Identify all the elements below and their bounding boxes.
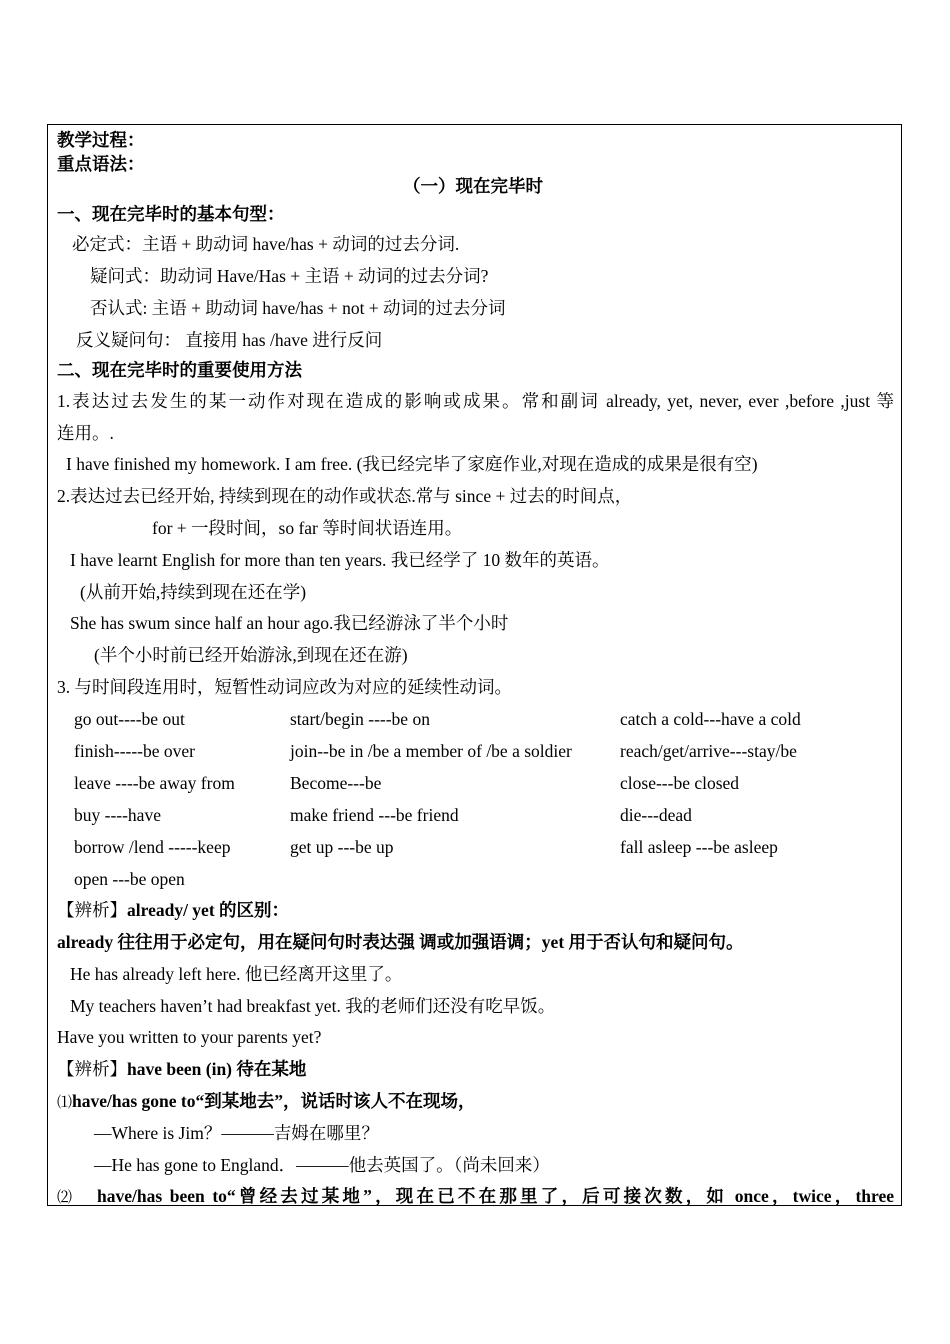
- analysis1-heading: [57, 899, 289, 921]
- section1-heading: 一、现在完毕时的基本句型：: [57, 204, 285, 224]
- verb-pair: go out----be out: [74, 709, 185, 729]
- item-number: ⑴: [57, 1095, 73, 1111]
- analysis1-title: already/ yet 的区别：: [127, 900, 290, 920]
- analysis2-title: have been (in) 待在某地: [127, 1059, 307, 1079]
- dialogue-line1: —Where is Jim？———吉姆在哪里？: [94, 1123, 379, 1143]
- tag-question-pattern: 反义疑问句： 直接用 has /have 进行反问: [76, 330, 383, 350]
- verb-pair: reach/get/arrive---stay/be: [620, 741, 797, 761]
- analysis-bracket: 【辨析】: [57, 900, 127, 920]
- usage2-example2: She has swum since half an hour ago.我已经游泳了半个小时: [70, 613, 509, 633]
- analysis1-example3: Have you written to your parents yet?: [57, 1027, 322, 1047]
- verb-pair: borrow /lend -----keep: [74, 837, 231, 857]
- verb-pair: open ---be open: [74, 869, 185, 889]
- verb-pair: close---be closed: [620, 773, 740, 793]
- usage1-line2: 连用。.: [57, 423, 114, 443]
- key-grammar-label: 重点语法：: [57, 154, 145, 174]
- lesson-content-box: [47, 124, 902, 1206]
- section2-heading: 二、现在完毕时的重要使用方法: [57, 360, 302, 380]
- verb-pair: catch a cold---have a cold: [620, 709, 801, 729]
- verb-pair: fall asleep ---be asleep: [620, 837, 778, 857]
- verb-pair: die---dead: [620, 805, 692, 825]
- usage1-example: I have finished my homework. I am free. (我已经完毕了家庭作业,对现在造成的成果是很有空): [66, 454, 758, 474]
- analysis1-rule: already 往往用于必定句，用在疑问句时表达强 调或加强语调；yet 用于否认句和疑问句。: [57, 932, 744, 952]
- section-title: （一）现在完毕时: [403, 176, 543, 196]
- verb-pair: make friend ---be friend: [290, 805, 459, 825]
- question-pattern: 疑问式：助动词 Have/Has + 主语 + 动词的过去分词?: [90, 266, 489, 286]
- analysis1-example2: My teachers haven’t had breakfast yet. 我的老师们还没有吃早饭。: [70, 996, 556, 1016]
- analysis2-heading: [57, 1058, 306, 1080]
- negative-pattern: 否认式: 主语 + 助动词 have/has + not + 动词的过去分词: [90, 298, 506, 318]
- verb-pair: Become---be: [290, 773, 382, 793]
- verb-pair: leave ----be away from: [74, 773, 235, 793]
- analysis2-item2-text: have/has been to“曾经去过某地”，现在已不在那里了，后可接次数，如 once，twice，three: [97, 1186, 894, 1206]
- verb-pair: get up ---be up: [290, 837, 394, 857]
- usage2-line1: 2.表达过去已经开始, 持续到现在的动作或状态.常与 since + 过去的时间点，: [57, 486, 633, 506]
- analysis1-example1: He has already left here. 他已经离开这里了。: [70, 964, 403, 984]
- analysis2-item1: [57, 1090, 476, 1114]
- usage2-example2-note: (半个小时前已经开始游泳,到现在还在游): [94, 645, 408, 665]
- usage2-example1-note: (从前开始,持续到现在还在学): [80, 582, 307, 602]
- item1-text: have/has gone to“到某地去”，说话时该人不在现场，: [72, 1091, 476, 1111]
- analysis-bracket: 【辨析】: [57, 1059, 127, 1079]
- verb-pair: start/begin ----be on: [290, 709, 430, 729]
- usage3-text: 3. 与时间段连用时，短暂性动词应改为对应的延续性动词。: [57, 677, 512, 697]
- affirmative-pattern: 必定式：主语 + 助动词 have/has + 动词的过去分词.: [72, 234, 460, 254]
- usage1-line1: 1.表达过去发生的某一动作对现在造成的影响或成果。常和副词 already, yet, never, ever ,before ,just 等: [57, 391, 894, 411]
- dialogue-line2: —He has gone to England．———他去英国了。（尚未回来）: [94, 1155, 550, 1175]
- verb-pair: join--be in /be a member of /be a soldier: [290, 741, 572, 761]
- teaching-process-label: 教学过程：: [57, 130, 145, 150]
- usage2-example1: I have learnt English for more than ten years. 我已经学了 10 数年的英语。: [70, 550, 610, 570]
- verb-pair: buy ----have: [74, 805, 161, 825]
- analysis2-item2-number: ⑵: [57, 1190, 73, 1206]
- verb-pair: finish-----be over: [74, 741, 195, 761]
- usage2-line2: for + 一段时间，so far 等时间状语连用。: [152, 518, 463, 538]
